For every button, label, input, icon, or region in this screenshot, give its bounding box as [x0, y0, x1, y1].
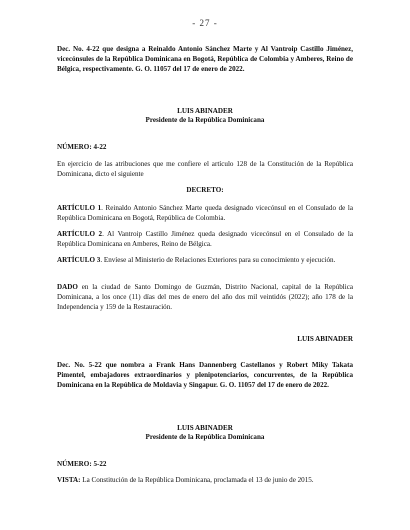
- article-1-text: . Reinaldo Antonio Sánchez Marte queda designado vicecónsul en el Consulado de la República Dominicana en Bogotá, República de Colombia.: [57, 204, 353, 222]
- article-2: [57, 230, 353, 250]
- article-3: [57, 256, 353, 266]
- article-2-text: . Al Vantroip Castillo Jiménez queda designado vicecónsul en el Consulado de la República Dominicana en Amberes, Reino de Bélgica.: [57, 230, 353, 248]
- article-3-label: ARTÍCULO 3: [57, 256, 101, 264]
- dado-paragraph: [57, 283, 353, 313]
- president-title-2: Presidente de la República Dominicana: [145, 433, 265, 441]
- decreto-label: DECRETO:: [186, 186, 224, 194]
- vista-paragraph: [57, 476, 353, 486]
- preamble-1: En ejercicio de las atribuciones que me confiere el artículo 128 de la Constitución de la República Dominicana, dicto el siguiente: [57, 160, 353, 178]
- vista-label: VISTA:: [57, 476, 81, 484]
- decree-number-2: NÚMERO: 5-22: [57, 460, 107, 468]
- decree-4-22-heading: Dec. No. 4-22 que designa a Reinaldo Antonio Sánchez Marte y Al Vantroip Castillo Jiménez, vicecónsules de la República Dominicana en Bogotá, República de Colombia y Amberes, Reino de Bélgica, respectivamente. G. O. 11057 del 17 de enero de 2022.: [57, 45, 353, 73]
- decree-5-22-heading: Dec. No. 5-22 que nombra a Frank Hans Dannenberg Castellanos y Robert Miky Takata Pimentel, embajadores extraordinarios y plenipotenciarios, concurrentes, de la República Dominicana en la República de Moldavia y Singapur. G. O. 11057 del 17 de enero de 2022.: [57, 361, 353, 389]
- dado-text: en la ciudad de Santo Domingo de Guzmán, Distrito Nacional, capital de la República Dominicana, a los once (11) días del mes de enero del año dos mil veintidós (2022); año 178 de la Independencia y 159 de la Restauración.: [57, 283, 353, 311]
- vista-text: La Constitución de la República Dominicana, proclamada el 13 de junio de 2015.: [80, 476, 314, 484]
- signature-1: LUIS ABINADER: [297, 335, 353, 343]
- page-number: - 27 -: [192, 18, 218, 28]
- president-name-2: LUIS ABINADER: [177, 424, 233, 432]
- decree-number-1: NÚMERO: 4-22: [57, 143, 107, 151]
- article-1-label: ARTÍCULO 1: [57, 204, 102, 212]
- article-2-label: ARTÍCULO 2: [57, 230, 103, 238]
- article-3-text: . Envíese al Ministerio de Relaciones Exteriores para su conocimiento y ejecución.: [100, 256, 336, 264]
- president-title-1: Presidente de la República Dominicana: [145, 116, 265, 124]
- president-name-1: LUIS ABINADER: [177, 107, 233, 115]
- article-1: [57, 204, 353, 224]
- dado-label: DADO: [57, 283, 78, 291]
